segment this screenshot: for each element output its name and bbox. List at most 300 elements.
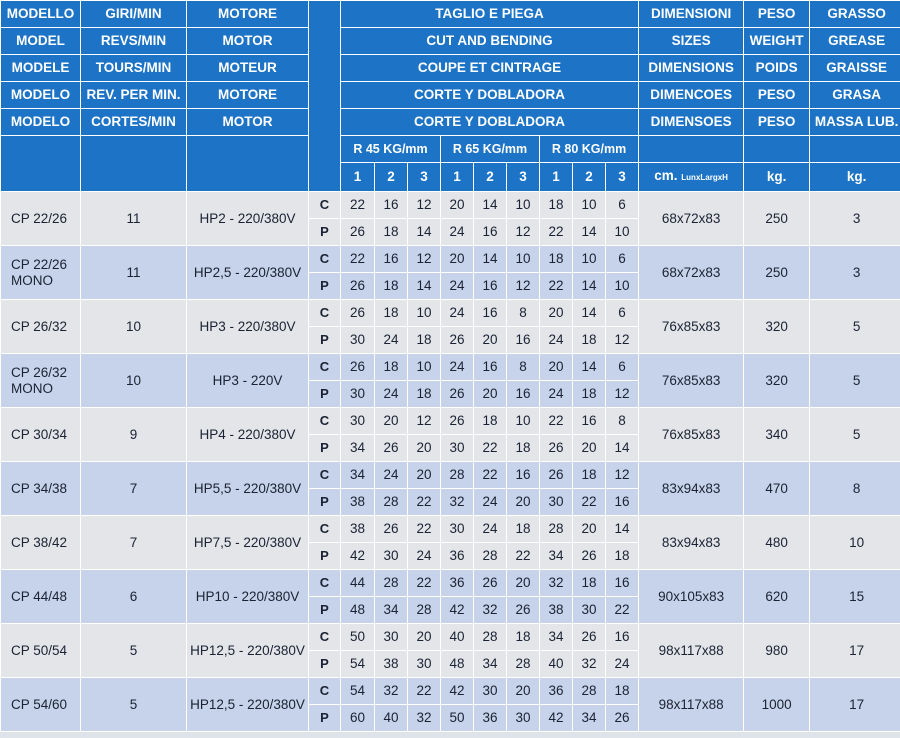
header-dim: DIMENCOES [639, 82, 744, 109]
cut-value: 38 [341, 516, 375, 543]
cut-value: 20 [507, 570, 540, 597]
bend-value: 60 [341, 705, 375, 732]
header-motor: MOTOR [187, 28, 309, 55]
bend-value: 26 [441, 381, 474, 408]
bend-value: 30 [408, 651, 441, 678]
header-dim: DIMENSIONI [639, 1, 744, 28]
cut-value: 32 [540, 570, 573, 597]
cut-value: 22 [341, 246, 375, 273]
bend-value: 38 [341, 489, 375, 516]
bend-value: 30 [507, 705, 540, 732]
cut-value: 20 [540, 354, 573, 381]
bend-value: 38 [540, 597, 573, 624]
grease-value: 17 [810, 624, 900, 678]
cut-value: 24 [474, 516, 507, 543]
cut-value: 16 [573, 408, 606, 435]
revs-value: 9 [81, 408, 187, 462]
bend-value: 26 [441, 327, 474, 354]
header-row [1, 109, 900, 136]
bend-value: 40 [375, 705, 408, 732]
cut-value: 12 [408, 246, 441, 273]
bend-value: 24 [408, 543, 441, 570]
bend-value: 20 [408, 435, 441, 462]
grease-value: 15 [810, 570, 900, 624]
cut-label: C [309, 624, 341, 651]
bend-value: 42 [441, 597, 474, 624]
cut-value: 6 [606, 354, 639, 381]
cut-value: 28 [540, 516, 573, 543]
weight-value: 250 [744, 192, 810, 246]
bend-value: 34 [341, 435, 375, 462]
bend-value: 22 [540, 273, 573, 300]
cut-label: C [309, 408, 341, 435]
bend-value: 24 [540, 381, 573, 408]
cut-value: 42 [441, 678, 474, 705]
bend-value: 18 [375, 219, 408, 246]
cut-label: C [309, 354, 341, 381]
revs-value: 11 [81, 246, 187, 300]
dim-value: 68x72x83 [639, 192, 744, 246]
model-name: CP 26/32 MONO [1, 354, 81, 408]
cut-value: 10 [507, 192, 540, 219]
cut-label: C [309, 678, 341, 705]
bend-value: 20 [474, 327, 507, 354]
header-weight: PESO [744, 82, 810, 109]
bend-value: 36 [474, 705, 507, 732]
cut-value: 10 [408, 300, 441, 327]
header-motor: MOTORE [187, 82, 309, 109]
cut-value: 18 [573, 462, 606, 489]
header-cut: CORTE Y DOBLADORA [341, 82, 639, 109]
bend-value: 22 [606, 597, 639, 624]
header-revs: GIRI/MIN [81, 1, 187, 28]
grease-value: 3 [810, 246, 900, 300]
bend-value: 32 [474, 597, 507, 624]
bend-value: 22 [540, 219, 573, 246]
bend-value: 18 [507, 435, 540, 462]
header-revs: CORTES/MIN [81, 109, 187, 136]
subcol: 1 [441, 163, 474, 192]
bend-value: 18 [375, 273, 408, 300]
weight-value: 320 [744, 300, 810, 354]
header-model: MODELO [1, 82, 81, 109]
header-revs: TOURS/MIN [81, 55, 187, 82]
bend-value: 20 [573, 435, 606, 462]
subcol: 2 [474, 163, 507, 192]
bend-value: 16 [474, 219, 507, 246]
bend-value: 26 [507, 597, 540, 624]
cut-value: 12 [606, 462, 639, 489]
revs-value: 11 [81, 192, 187, 246]
table-row [1, 300, 900, 327]
bend-value: 40 [540, 651, 573, 678]
bend-value: 12 [606, 381, 639, 408]
bend-label: P [309, 273, 341, 300]
dim-value: 83x94x83 [639, 516, 744, 570]
subcol: 3 [507, 163, 540, 192]
header-cut: COUPE ET CINTRAGE [341, 55, 639, 82]
dim-value: 98x117x88 [639, 678, 744, 732]
revs-value: 7 [81, 516, 187, 570]
bend-value: 30 [573, 597, 606, 624]
bend-value: 12 [507, 219, 540, 246]
header-weight: WEIGHT [744, 28, 810, 55]
header-motor: MOTOR [187, 109, 309, 136]
bend-value: 22 [507, 543, 540, 570]
cut-value: 6 [606, 246, 639, 273]
model-name: CP 54/60 [1, 678, 81, 732]
cut-label: C [309, 516, 341, 543]
bend-value: 24 [441, 273, 474, 300]
cut-value: 22 [408, 570, 441, 597]
weight-value: 620 [744, 570, 810, 624]
grease-value: 17 [810, 678, 900, 732]
grease-value: 5 [810, 300, 900, 354]
cut-value: 32 [375, 678, 408, 705]
cut-value: 10 [573, 192, 606, 219]
cut-value: 20 [441, 246, 474, 273]
weight-value: 980 [744, 624, 810, 678]
cut-value: 30 [474, 678, 507, 705]
bend-value: 14 [573, 273, 606, 300]
dim-value: 98x117x88 [639, 624, 744, 678]
header-revs: REV. PER MIN. [81, 82, 187, 109]
unit-grease: kg. [810, 163, 900, 192]
bend-value: 22 [573, 489, 606, 516]
resistance-45: R 45 KG/mm [341, 136, 441, 163]
bend-value: 26 [606, 705, 639, 732]
bend-value: 54 [341, 651, 375, 678]
cut-value: 20 [573, 516, 606, 543]
cut-value: 22 [408, 678, 441, 705]
model-name: CP 50/54 [1, 624, 81, 678]
bend-value: 10 [606, 273, 639, 300]
bend-value: 18 [408, 381, 441, 408]
motor-value: HP3 - 220V [187, 354, 309, 408]
dim-value: 83x94x83 [639, 462, 744, 516]
bend-value: 26 [540, 435, 573, 462]
cut-value: 24 [441, 300, 474, 327]
bend-value: 18 [408, 327, 441, 354]
table-row [1, 462, 900, 489]
unit-dim-label: cm. [654, 168, 678, 183]
cut-value: 30 [441, 516, 474, 543]
cut-value: 6 [606, 192, 639, 219]
table-row [1, 570, 900, 597]
revs-value: 6 [81, 570, 187, 624]
model-name: CP 34/38 [1, 462, 81, 516]
header-cut: TAGLIO E PIEGA [341, 1, 639, 28]
cut-value: 10 [507, 408, 540, 435]
table-header [1, 1, 900, 192]
weight-value: 320 [744, 354, 810, 408]
cut-value: 18 [606, 678, 639, 705]
cut-value: 26 [573, 624, 606, 651]
cut-value: 20 [540, 300, 573, 327]
header-grease: GREASE [810, 28, 900, 55]
cut-value: 34 [341, 462, 375, 489]
cut-value: 14 [474, 192, 507, 219]
bend-value: 20 [474, 381, 507, 408]
cut-value: 22 [341, 192, 375, 219]
bend-value: 30 [441, 435, 474, 462]
subcol: 1 [540, 163, 573, 192]
header-grease-blank [810, 136, 900, 163]
bend-value: 38 [375, 651, 408, 678]
bend-label: P [309, 435, 341, 462]
bend-value: 24 [375, 381, 408, 408]
cut-value: 44 [341, 570, 375, 597]
bend-value: 48 [341, 597, 375, 624]
header-row [1, 82, 900, 109]
bend-value: 12 [507, 273, 540, 300]
bend-value: 18 [573, 327, 606, 354]
bend-value: 28 [474, 543, 507, 570]
cut-value: 6 [606, 300, 639, 327]
cut-value: 26 [341, 300, 375, 327]
bend-value: 20 [507, 489, 540, 516]
cut-label: C [309, 300, 341, 327]
revs-value: 7 [81, 462, 187, 516]
cut-value: 26 [375, 516, 408, 543]
bend-value: 48 [441, 651, 474, 678]
cut-value: 20 [375, 408, 408, 435]
cut-value: 16 [375, 246, 408, 273]
bend-value: 14 [408, 219, 441, 246]
dim-value: 68x72x83 [639, 246, 744, 300]
bend-value: 28 [408, 597, 441, 624]
bend-value: 24 [375, 327, 408, 354]
bend-value: 22 [474, 435, 507, 462]
dim-value: 76x85x83 [639, 408, 744, 462]
bend-value: 34 [474, 651, 507, 678]
unit-dim-note: LunxLargxH [681, 173, 728, 182]
weight-value: 250 [744, 246, 810, 300]
cut-value: 18 [540, 192, 573, 219]
model-name: CP 22/26 [1, 192, 81, 246]
model-name: CP 26/32 [1, 300, 81, 354]
header-grease: GRASA [810, 82, 900, 109]
bend-value: 26 [573, 543, 606, 570]
cut-value: 20 [507, 678, 540, 705]
unit-dim [639, 163, 744, 192]
bend-label: P [309, 327, 341, 354]
motor-value: HP4 - 220/380V [187, 408, 309, 462]
bend-value: 16 [606, 489, 639, 516]
model-name: CP 38/42 [1, 516, 81, 570]
table-row [1, 192, 900, 219]
header-model: MODELLO [1, 1, 81, 28]
cut-value: 20 [408, 624, 441, 651]
cut-value: 24 [441, 354, 474, 381]
bend-value: 32 [573, 651, 606, 678]
header-model: MODELO [1, 109, 81, 136]
cut-value: 26 [441, 408, 474, 435]
bend-value: 12 [606, 327, 639, 354]
bend-value: 28 [375, 489, 408, 516]
bend-value: 16 [474, 273, 507, 300]
cut-value: 18 [540, 246, 573, 273]
bend-value: 28 [507, 651, 540, 678]
grease-value: 10 [810, 516, 900, 570]
motor-value: HP12,5 - 220/380V [187, 624, 309, 678]
bend-value: 14 [408, 273, 441, 300]
header-weight: PESO [744, 109, 810, 136]
cut-value: 16 [474, 300, 507, 327]
cut-value: 14 [606, 516, 639, 543]
bend-value: 34 [375, 597, 408, 624]
bend-value: 16 [507, 327, 540, 354]
cut-value: 14 [474, 246, 507, 273]
cut-value: 22 [540, 408, 573, 435]
bend-value: 42 [341, 543, 375, 570]
header-motor-blank [187, 136, 309, 192]
subcol: 2 [375, 163, 408, 192]
bend-value: 18 [573, 381, 606, 408]
cut-value: 18 [573, 570, 606, 597]
bend-value: 14 [606, 435, 639, 462]
bend-label: P [309, 381, 341, 408]
weight-value: 1000 [744, 678, 810, 732]
cut-value: 12 [408, 408, 441, 435]
bend-label: P [309, 705, 341, 732]
dim-value: 76x85x83 [639, 354, 744, 408]
bend-value: 26 [341, 273, 375, 300]
revs-value: 5 [81, 624, 187, 678]
cut-value: 22 [408, 516, 441, 543]
resistance-row [1, 136, 900, 163]
header-motor: MOTEUR [187, 55, 309, 82]
bend-label: P [309, 597, 341, 624]
bend-value: 34 [573, 705, 606, 732]
header-dim: DIMENSOES [639, 109, 744, 136]
cut-value: 34 [540, 624, 573, 651]
resistance-80: R 80 KG/mm [540, 136, 639, 163]
cut-value: 14 [573, 354, 606, 381]
cut-value: 30 [375, 624, 408, 651]
bend-label: P [309, 543, 341, 570]
cut-value: 16 [507, 462, 540, 489]
cut-value: 18 [507, 624, 540, 651]
bend-value: 34 [540, 543, 573, 570]
grease-value: 3 [810, 192, 900, 246]
weight-value: 340 [744, 408, 810, 462]
bend-value: 26 [341, 219, 375, 246]
cut-value: 18 [375, 354, 408, 381]
header-grease: MASSA LUB. [810, 109, 900, 136]
motor-value: HP2,5 - 220/380V [187, 246, 309, 300]
grease-value: 8 [810, 462, 900, 516]
cut-value: 16 [606, 624, 639, 651]
bend-value: 30 [341, 381, 375, 408]
header-cut: CUT AND BENDING [341, 28, 639, 55]
table-body [1, 192, 900, 732]
grease-value: 5 [810, 354, 900, 408]
cut-label: C [309, 246, 341, 273]
cut-value: 36 [441, 570, 474, 597]
motor-value: HP10 - 220/380V [187, 570, 309, 624]
bend-value: 30 [341, 327, 375, 354]
cut-label: C [309, 462, 341, 489]
motor-value: HP5,5 - 220/380V [187, 462, 309, 516]
bend-label: P [309, 489, 341, 516]
cut-value: 26 [341, 354, 375, 381]
bend-value: 36 [441, 543, 474, 570]
motor-value: HP12,5 - 220/380V [187, 678, 309, 732]
cut-value: 8 [507, 354, 540, 381]
cut-value: 20 [408, 462, 441, 489]
bend-value: 10 [606, 219, 639, 246]
header-model-blank [1, 136, 81, 192]
cut-value: 12 [408, 192, 441, 219]
cut-value: 28 [375, 570, 408, 597]
subcol: 3 [408, 163, 441, 192]
bend-label: P [309, 219, 341, 246]
cut-value: 28 [474, 624, 507, 651]
bend-value: 14 [573, 219, 606, 246]
header-row [1, 28, 900, 55]
table-row [1, 678, 900, 705]
table-row [1, 246, 900, 273]
bend-value: 32 [441, 489, 474, 516]
cut-value: 30 [341, 408, 375, 435]
header-weight: POIDS [744, 55, 810, 82]
motor-value: HP3 - 220/380V [187, 300, 309, 354]
cut-value: 26 [474, 570, 507, 597]
cut-label: C [309, 192, 341, 219]
bend-value: 30 [540, 489, 573, 516]
model-name: CP 44/48 [1, 570, 81, 624]
header-dim: DIMENSIONS [639, 55, 744, 82]
cut-value: 16 [606, 570, 639, 597]
dim-value: 76x85x83 [639, 300, 744, 354]
cut-value: 36 [540, 678, 573, 705]
cut-value: 50 [341, 624, 375, 651]
weight-value: 470 [744, 462, 810, 516]
header-dim-blank [639, 136, 744, 163]
subcol: 3 [606, 163, 639, 192]
bend-value: 24 [606, 651, 639, 678]
cut-value: 26 [540, 462, 573, 489]
bend-value: 16 [507, 381, 540, 408]
header-grease: GRASSO [810, 1, 900, 28]
cut-value: 22 [474, 462, 507, 489]
table-row [1, 354, 900, 381]
dim-value: 90x105x83 [639, 570, 744, 624]
header-weight-blank [744, 136, 810, 163]
cut-value: 18 [507, 516, 540, 543]
revs-value: 10 [81, 300, 187, 354]
subcol: 1 [341, 163, 375, 192]
cut-value: 24 [375, 462, 408, 489]
bend-value: 30 [375, 543, 408, 570]
cut-value: 16 [375, 192, 408, 219]
cut-value: 18 [474, 408, 507, 435]
bend-value: 32 [408, 705, 441, 732]
subcol: 2 [573, 163, 606, 192]
cut-value: 14 [573, 300, 606, 327]
cut-value: 28 [441, 462, 474, 489]
motor-value: HP7,5 - 220/380V [187, 516, 309, 570]
cut-value: 20 [441, 192, 474, 219]
bend-value: 24 [474, 489, 507, 516]
header-model: MODEL [1, 28, 81, 55]
model-name: CP 22/26 MONO [1, 246, 81, 300]
bend-label: P [309, 651, 341, 678]
bend-value: 22 [408, 489, 441, 516]
bend-value: 18 [606, 543, 639, 570]
motor-value: HP2 - 220/380V [187, 192, 309, 246]
